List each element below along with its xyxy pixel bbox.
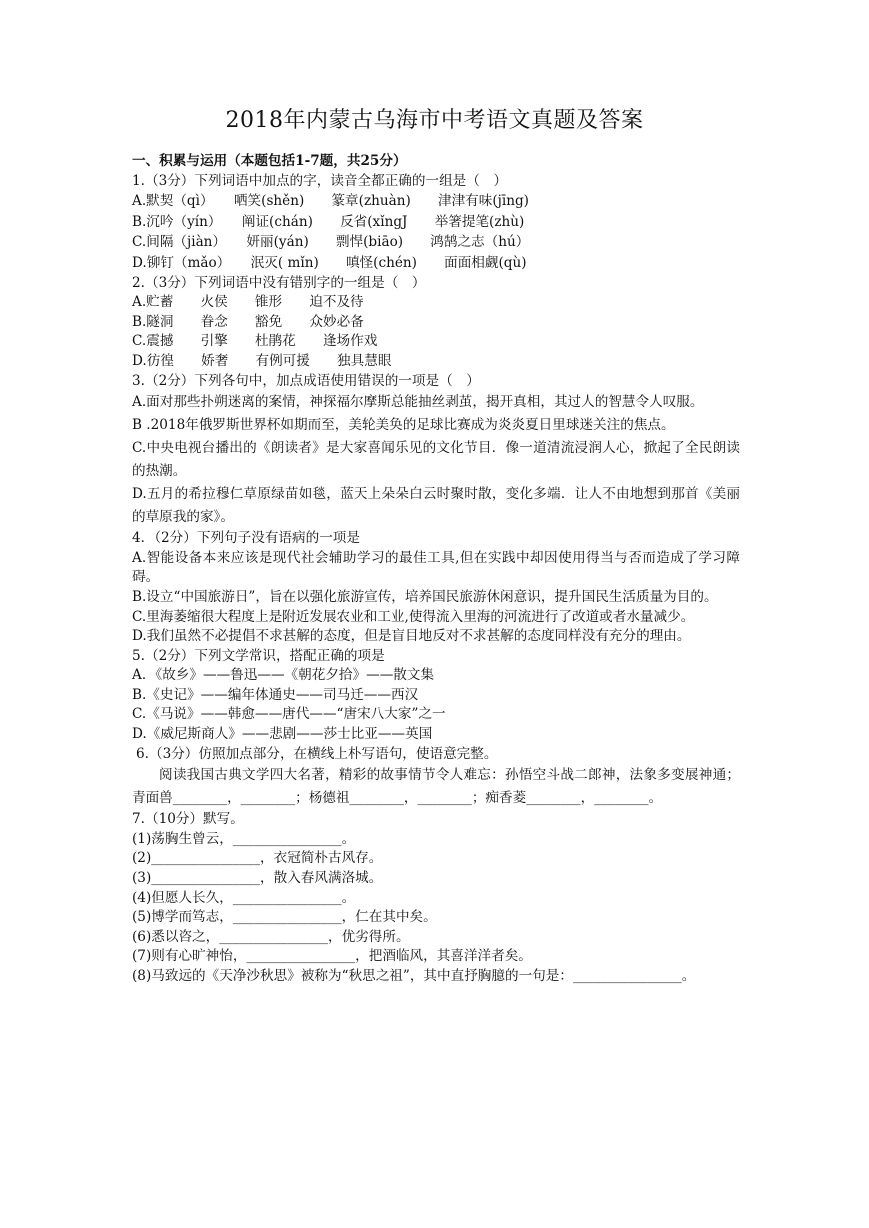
option-d: D.《威尼斯商人》——悲剧——莎士比亚——英国 bbox=[132, 726, 433, 743]
recitation-line-7: (7)则有心旷神怡，________________，把酒临风，其喜洋洋者矣。 bbox=[132, 948, 532, 965]
option-d: D.我们虽然不必提倡不求甚解的态度，但是盲目地反对不求甚解的态度同样没有充分的理由。 bbox=[132, 628, 691, 645]
question-6 bbox=[132, 745, 740, 811]
recitation-line-3: (3)________________，散入春风满洛城。 bbox=[132, 870, 383, 887]
recitation-line-6: (6)悉以咨之，________________，优劣得所。 bbox=[132, 928, 410, 945]
section-heading: 一、积累与运用（本题包括1-7题，共25分） bbox=[132, 153, 407, 169]
recitation-line-5: (5)博学而笃志，________________，仁在其中矣。 bbox=[132, 909, 437, 926]
question-stem: 4．（2分）下列句子没有语病的一项是 bbox=[132, 530, 360, 547]
question-7 bbox=[132, 810, 740, 986]
option-b: B.设立“中国旅游日”，旨在以强化旅游宣传，培养国民旅游休闲意识，提升国民生活质量为目的。 bbox=[132, 588, 718, 605]
recitation-line-8: (8)马致远的《天净沙秋思》被称为“秋思之祖”，其中直抒胸臆的一句是：________________。 bbox=[132, 968, 696, 984]
option-a: A.贮蓄 火侯 锥形 迫不及待 bbox=[132, 294, 364, 311]
option-c: C.中央电视台播出的《朗读者》是大家喜闻乐见的文化节目．像一道清流浸润人心，掀起了全民朗读的热潮。 bbox=[132, 440, 740, 480]
question-stem: 7.（10分）默写。 bbox=[132, 811, 244, 828]
option-d: D.彷徨 娇奢 有例可援 独具慧眼 bbox=[132, 352, 392, 369]
option-b: B.《史记》——编年体通史——司马迁——西汉 bbox=[132, 686, 419, 703]
recitation-line-2: (2)________________，衣冠简朴古风存。 bbox=[132, 850, 383, 867]
exam-content bbox=[132, 152, 740, 987]
question-stem: 1.（3分）下列词语中加点的字，读音全都正确的一组是（ ） bbox=[132, 172, 508, 189]
option-d: D.铆钉（mǎo） 泯灭( mǐn) 嗔怪(chén) 面面相觑(qù) bbox=[132, 254, 527, 271]
question-stem: 2.（3分）下列词语中没有错别字的一组是（ ） bbox=[132, 274, 426, 291]
option-b: B.沉吟（yín） 阐证(chán) 反省(xǐngJ 举箸提笔(zhù) bbox=[132, 213, 525, 230]
question-stem: 5.（2分）下列文学常识，搭配正确的项是 bbox=[132, 647, 385, 664]
option-b: B.隧洞 眷念 豁免 众妙必备 bbox=[132, 313, 364, 330]
option-a: A.默契（qì） 哂笑(shěn) 篆章(zhuàn) 津津有味(jīng) bbox=[132, 193, 529, 210]
option-b: B .2018年俄罗斯世界杯如期而至，美轮美奂的足球比赛成为炎炎夏日里球迷关注的焦点。 bbox=[132, 417, 675, 434]
option-c: C.震撼 引擎 杜鹃花 逢场作戏 bbox=[132, 333, 378, 350]
page-title: 2018年内蒙古乌海市中考语文真题及答案 bbox=[225, 108, 644, 133]
option-c: C.里海萎缩很大程度上是附近发展农业和工业,使得流入里海的河流进行了改道或者水量减少。 bbox=[132, 608, 695, 625]
option-c: C.《马说》——韩愈——唐代——“唐宋八大家”之一 bbox=[132, 706, 446, 723]
option-a: A.智能设备本来应该是现代社会辅助学习的最佳工具,但在实践中却因使用得当与否而造成了学习障碍。 bbox=[132, 549, 740, 586]
question-3 bbox=[132, 372, 740, 530]
option-d: D.五月的希拉穆仁草原绿苗如毯，蓝天上朵朵白云时聚时散，变化多端．让人不由地想到那首《美丽的草原我的家》。 bbox=[132, 486, 740, 526]
question-5 bbox=[132, 647, 740, 745]
question-2 bbox=[132, 274, 740, 372]
recitation-line-4: (4)但愿人长久，________________。 bbox=[132, 889, 356, 906]
option-c: C.间隔（jiàn） 妍丽(yán) 剽悍(biāo) 鸿鹄之志（hú） bbox=[132, 234, 530, 251]
option-a: A.面对那些扑朔迷离的案情，神探福尔摩斯总能抽丝剥茧，揭开真相，其过人的智慧令人叹服。 bbox=[132, 394, 704, 411]
option-a: A．《故乡》——鲁迅——《朝花夕拾》——散文集 bbox=[132, 667, 435, 684]
question-body: 阅读我国古典文学四大名著，精彩的故事情节令人难忘：孙悟空斗战二郎神，法象多变展神通；青面兽________，________；杨德祖________，________；痴香菱________，________。 bbox=[132, 767, 740, 807]
question-1 bbox=[132, 172, 740, 274]
question-stem: 6.（3分）仿照加点部分，在横线上朴写语句，使语意完整。 bbox=[136, 745, 498, 762]
question-stem: 3.（2分）下列各句中，加点成语使用错误的一项是（ ） bbox=[132, 372, 480, 389]
question-4 bbox=[132, 529, 740, 647]
recitation-line-1: (1)荡胸生曾云，________________。 bbox=[132, 830, 356, 847]
